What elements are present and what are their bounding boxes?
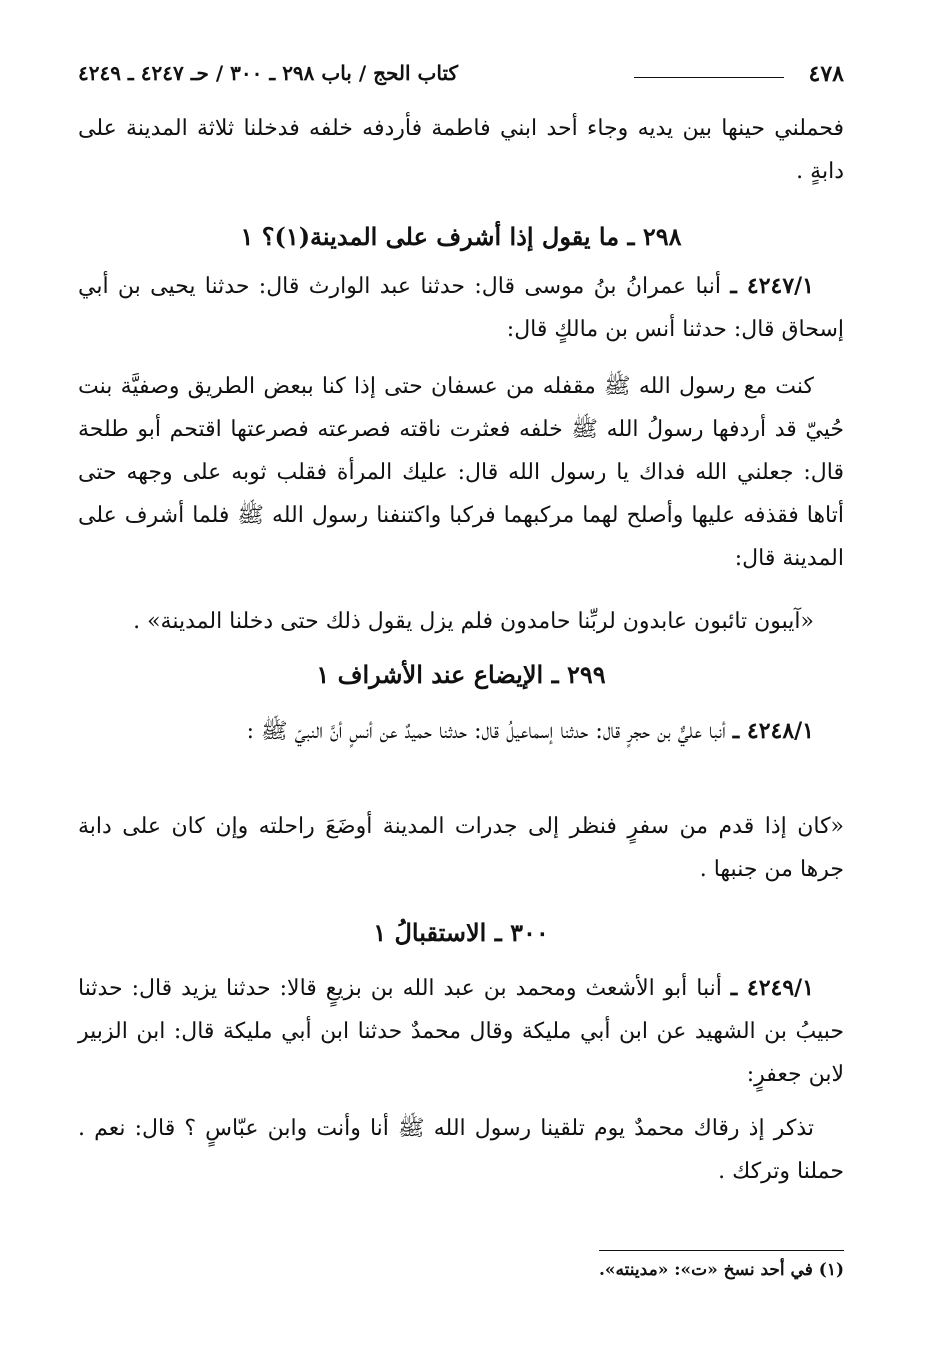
section-298-title: ٢٩٨ ـ ما يقول إذا أشرف على المدينة(١)؟ ١ <box>240 222 682 251</box>
hadith-4248-number: ٤٢٤٨/١ ـ <box>732 718 814 744</box>
section-300-title: ٣٠٠ ـ الاستقبالُ ١ <box>373 918 549 947</box>
hadith-4247-isnad <box>78 265 844 351</box>
header-rule <box>634 77 784 78</box>
hadith-4248-matn-block <box>78 805 844 891</box>
book-page <box>78 55 844 1315</box>
section-299 <box>78 655 844 695</box>
section-299-title: ٢٩٩ ـ الإيضاع عند الأشراف ١ <box>316 660 606 689</box>
footnote-rule <box>599 1250 844 1251</box>
hadith-4247-matn: كنت مع رسول الله ﷺ مقفله من عسفان حتى إذا كنا ببعض الطريق وصفيَّة بنت حُييّ قد أردفها رسولُ الله ﷺ خلفه فعثرت ناقته فصرعته فصرعتها اقتحم أبو طلحة قال: جعلني الله فداك يا رسول الله قال: عليك المرأة فقلب ثوبه على وجهه حتى أتاها فقذفه عليها وأصلح لهما مركبهما فركبا واكتنفنا رسول الله ﷺ فلما أشرف على المدينة قال: <box>78 374 844 571</box>
hadith-4249 <box>78 967 844 1096</box>
hadith-4248-isnad <box>78 710 844 753</box>
hadith-4248-matn: «كان إذا قدم من سفرٍ فنظر إلى جدرات المدينة أوضَعَ راحلته وإن كان على دابة جرها من جنبها . <box>78 814 844 882</box>
hadith-4249-matn: تذكر إذ رقاك محمدٌ يوم تلقينا رسول الله ﷺ أنا وأنت وابن عبّاسٍ ؟ قال: نعم . حملنا وتركك . <box>78 1116 844 1184</box>
page-number: ٤٧٨ <box>808 61 844 87</box>
hadith-4249-number: ٤٢٤٩/١ ـ <box>730 975 814 1001</box>
hadith-4247-quote-block <box>78 600 844 643</box>
section-300 <box>78 913 844 953</box>
section-298 <box>78 217 844 257</box>
hadith-4249-isnad-text: أنبا أبو الأشعث ومحمد بن عبد الله بن بزيعٍ قالا: حدثنا يزيد قال: حدثنا حبيبُ بن الشهيد عن ابن أبي مليكة وقال محمدٌ حدثنا ابن أبي مليكة قال: ابن الزبير لابن جعفرٍ: <box>78 976 844 1087</box>
hadith-4247 <box>78 265 844 351</box>
hadith-4247-number: ٤٢٤٧/١ ـ <box>730 273 814 299</box>
hadith-4247-isnad-text: أنبا عمرانُ بنُ موسى قال: حدثنا عبد الوارث قال: حدثنا يحيى بن أبي إسحاق قال: حدثنا أنس بن مالكٍ قال: <box>78 274 844 342</box>
hadith-4247-matn-block <box>78 365 844 580</box>
hadith-4248 <box>78 710 844 753</box>
running-head: كتاب الحج / باب ٢٩٨ ـ ٣٠٠ / حـ ٤٢٤٧ ـ ٤٢٤٩ <box>78 61 459 85</box>
page-header <box>78 55 844 95</box>
hadith-4249-matn-block <box>78 1107 844 1193</box>
hadith-4247-quote: «آيبون تائبون عابدون لربِّنا حامدون فلم يزل يقول ذلك حتى دخلنا المدينة» . <box>133 609 814 634</box>
footnote: (١) في أحد نسخ «ت»: «مدينته». <box>599 1260 844 1280</box>
intro-block <box>78 107 844 193</box>
hadith-4248-isnad-text: أنبا عليٌّ بن حجرٍ قال: حدثنا إسماعيلُ قال: حدثنا حميدٌ عن أنسٍ أنَّ النبيّ ﷺ : <box>246 719 726 744</box>
hadith-4249-isnad <box>78 967 844 1096</box>
intro-paragraph: فحملني حينها بين يديه وجاء أحد ابني فاطمة فأردفه خلفه فدخلنا ثلاثة المدينة على دابةٍ . <box>78 116 844 184</box>
